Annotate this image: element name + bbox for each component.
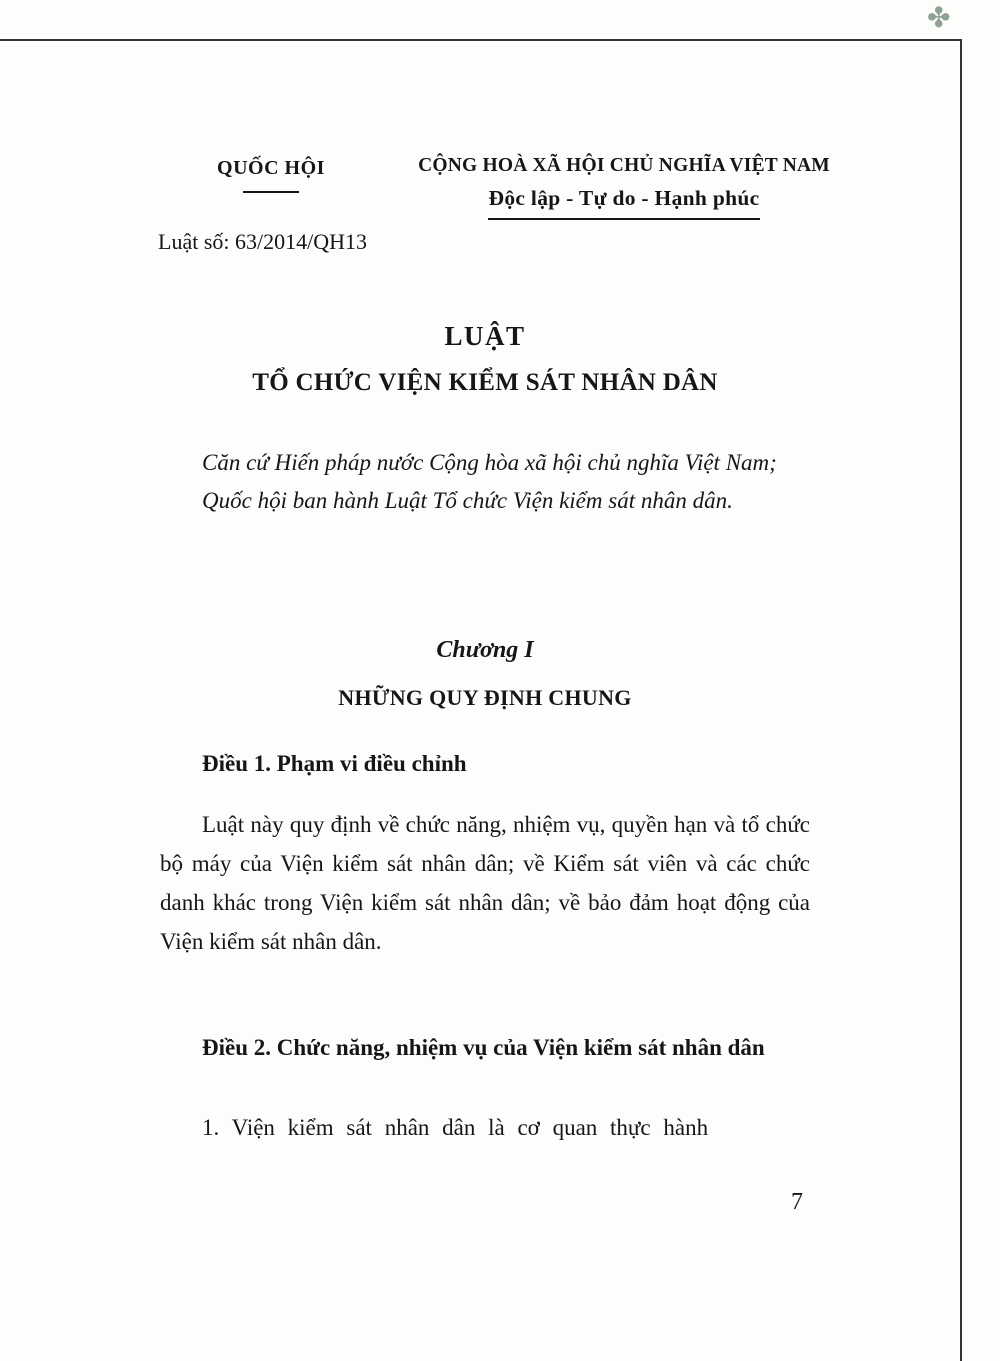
law-number: Luật số: 63/2014/QH13: [158, 229, 367, 254]
preamble: [160, 444, 810, 520]
chapter-heading: [160, 637, 810, 711]
right-border-line: [960, 39, 962, 1361]
title-line-1: LUẬT: [444, 321, 526, 351]
document-title: [160, 321, 810, 397]
issuing-body-name: QUỐC HỘI: [217, 157, 325, 179]
preamble-paragraph: Căn cứ Hiến pháp nước Cộng hòa xã hội chủ nghĩa Việt Nam;: [202, 450, 777, 475]
article-2-paragraph: 1. Viện kiểm sát nhân dân là cơ quan thực hành: [202, 1115, 709, 1140]
title-line-2: TỔ CHỨC VIỆN KIỂM SÁT NHÂN DÂN: [252, 369, 718, 396]
issuing-body-underline: [243, 191, 299, 193]
top-border-line: [0, 39, 962, 41]
article-1-heading-text: Điều 1. Phạm vi điều chỉnh: [202, 751, 467, 776]
page-number: 7: [791, 1189, 803, 1215]
article-1-body: [160, 805, 810, 961]
national-motto: Độc lập - Tự do - Hạnh phúc: [488, 186, 760, 210]
country-name: CỘNG HOÀ XÃ HỘI CHỦ NGHĨA VIỆT NAM: [418, 155, 830, 176]
preamble-paragraph: Quốc hội ban hành Luật Tổ chức Viện kiểm sát nhân dân.: [202, 488, 733, 513]
chapter-label: Chương I: [436, 637, 534, 663]
header-issuing-body: [186, 157, 356, 193]
article-2-heading: [160, 1027, 810, 1068]
article-2-body: [160, 1115, 810, 1141]
motto-underline: [488, 218, 760, 220]
article-1-heading: [160, 751, 810, 777]
article-2-heading-text: Điều 2. Chức năng, nhiệm vụ của Viện kiểm sát nhân dân: [202, 1035, 765, 1060]
corner-flower-ornament-icon: ✤: [927, 3, 951, 34]
article-1-paragraph: Luật này quy định về chức năng, nhiệm vụ, quyền hạn và tổ chức bộ máy của Viện kiểm sát nhân dân; về Kiểm sát viên và các chức danh khác trong Viện kiểm sát nhân dân; về bảo đảm hoạt động của Viện kiểm sát nhân dân.: [160, 812, 810, 954]
header-national-motto: [406, 155, 842, 220]
chapter-title: NHỮNG QUY ĐỊNH CHUNG: [338, 685, 632, 710]
